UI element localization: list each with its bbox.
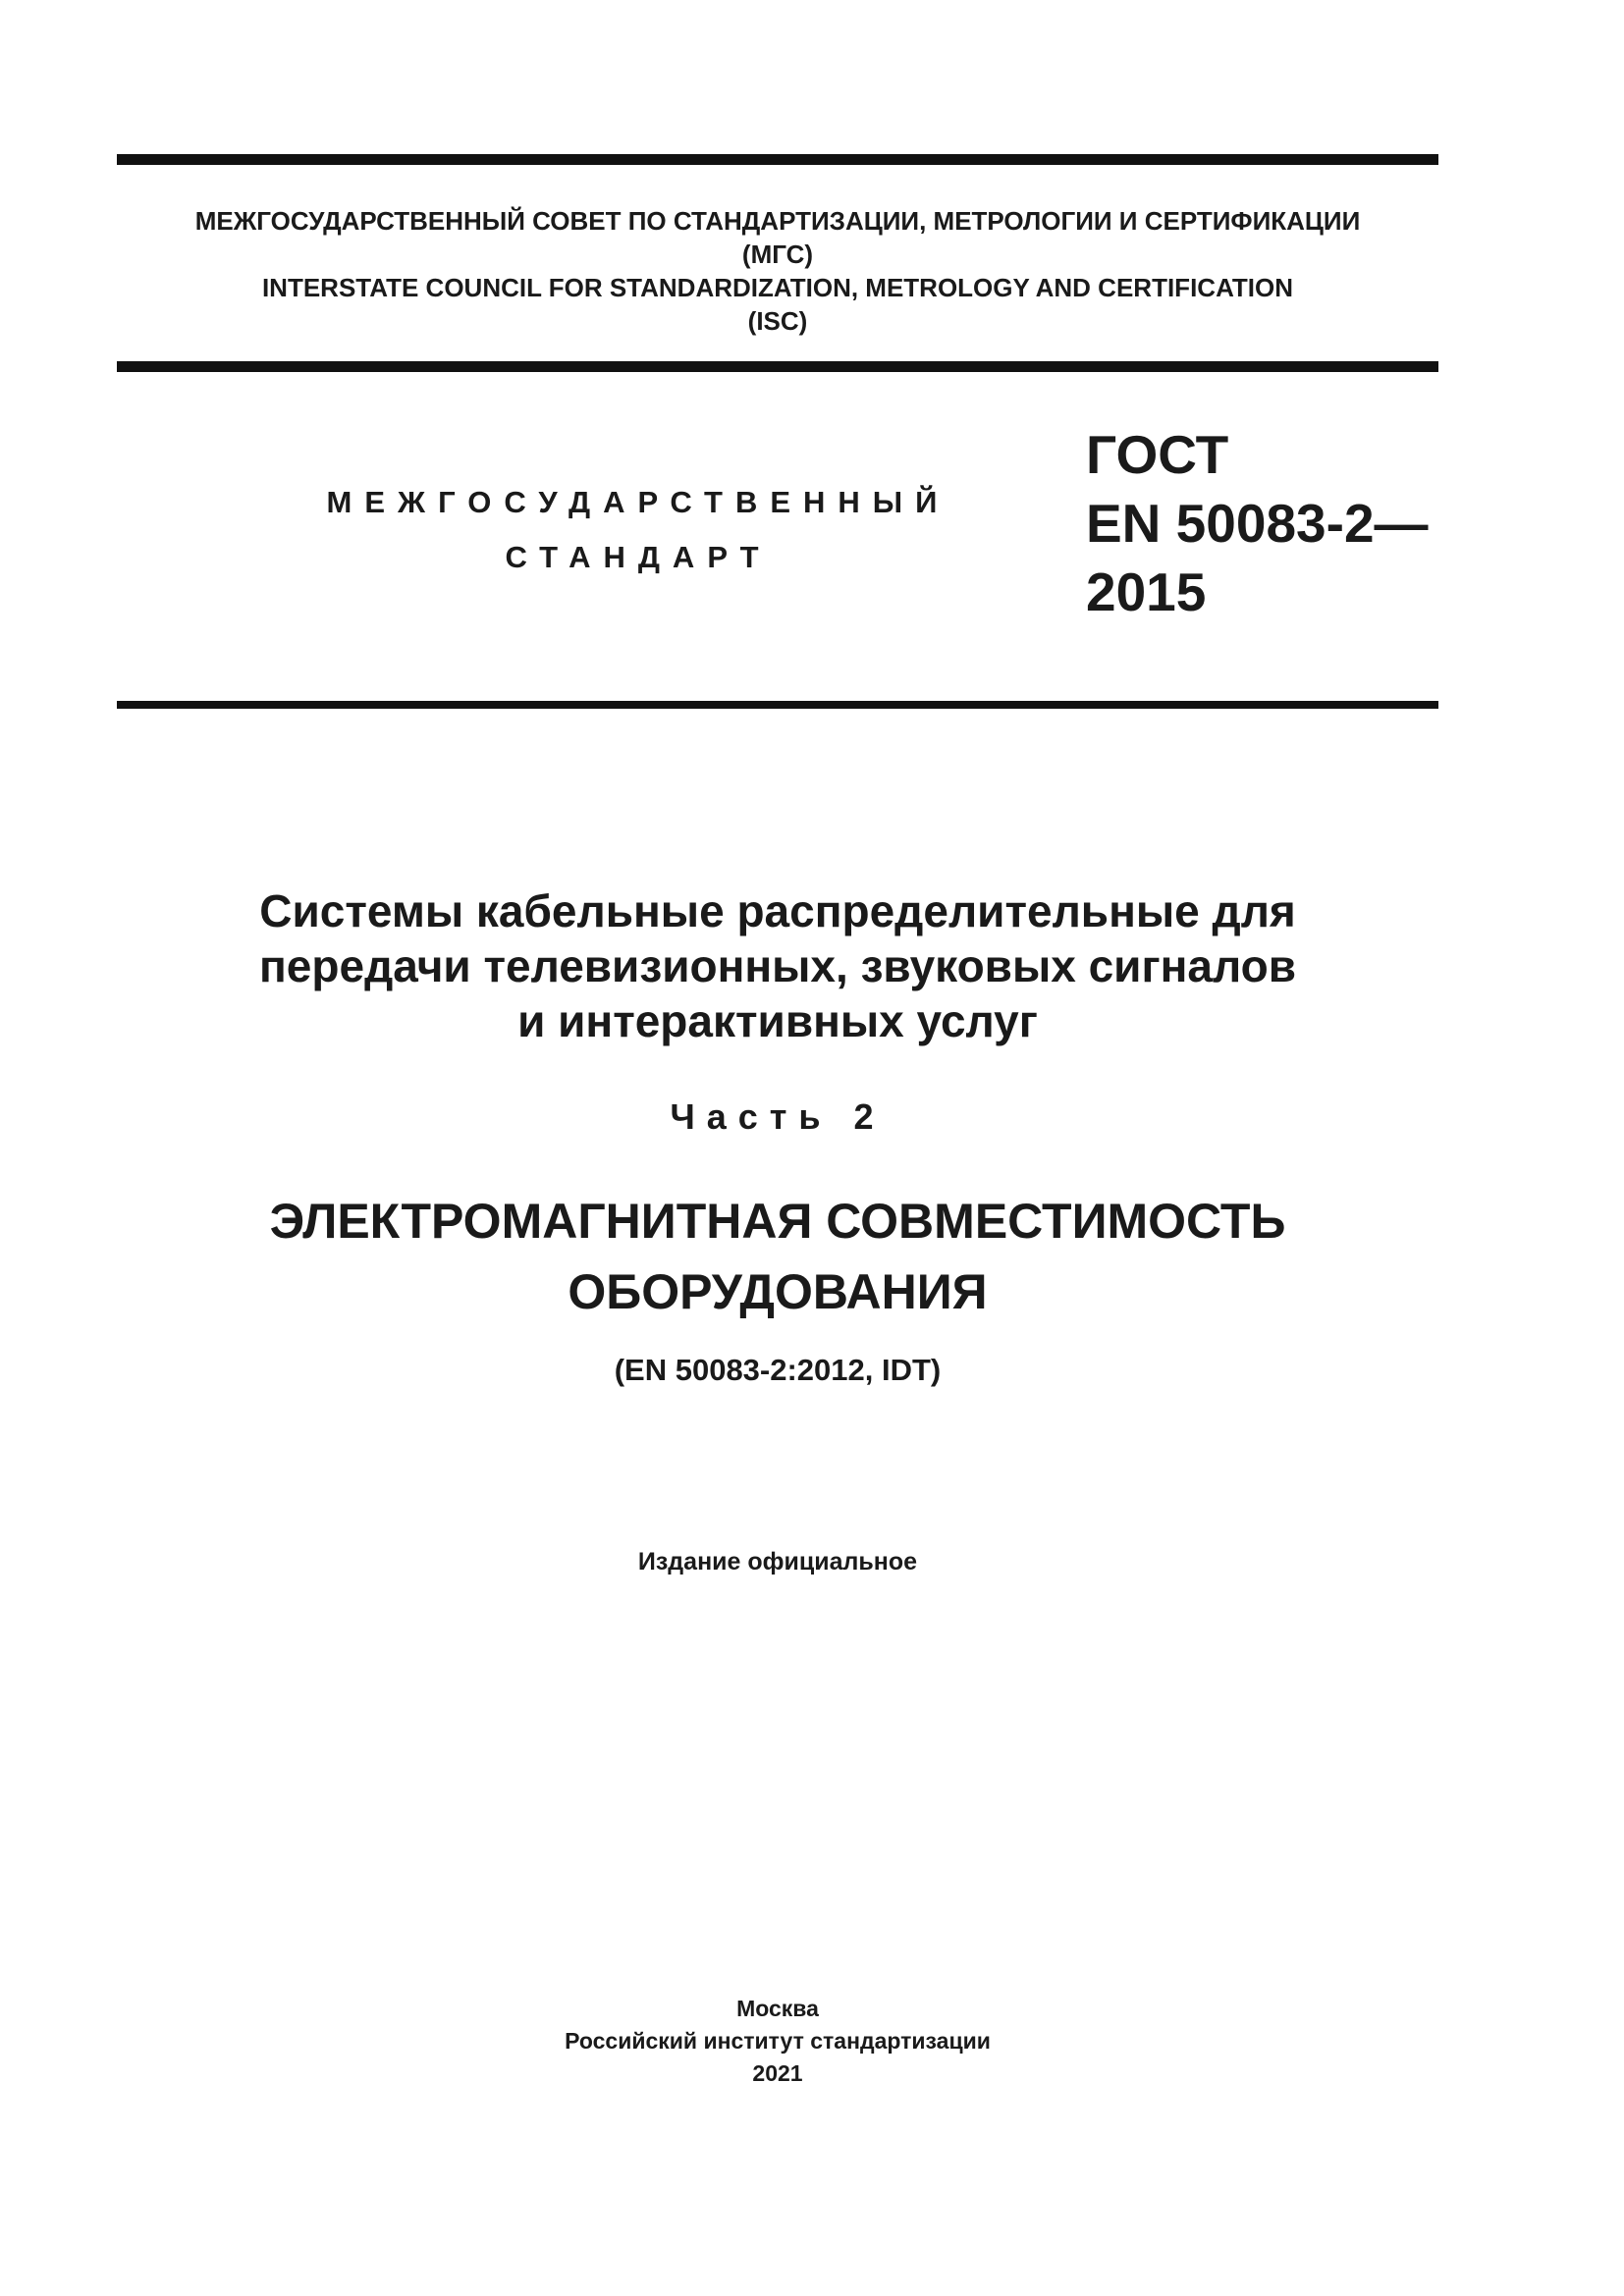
- document-subtitle: [117, 1186, 1438, 1327]
- standard-code-line1: ГОСТ: [1086, 424, 1229, 485]
- imprint-city: Москва: [736, 1996, 819, 2021]
- edition-note: Издание официальное: [637, 1548, 918, 1575]
- part-number: Часть 2: [670, 1096, 886, 1137]
- top-divider: [117, 154, 1438, 165]
- source-reference: (EN 50083-2:2012, IDT): [614, 1353, 942, 1387]
- standard-type-line1: МЕЖГОСУДАРСТВЕННЫЙ: [326, 485, 950, 519]
- council-abbr-en: (ISC): [747, 306, 808, 336]
- title-line1: Системы кабельные распределительные для: [259, 885, 1296, 936]
- council-abbr-ru: (МГС): [741, 240, 814, 269]
- title-line3: и интерактивных услуг: [517, 995, 1038, 1046]
- council-name-en: INTERSTATE COUNCIL FOR STANDARDIZATION, METROLOGY AND CERTIFICATION: [261, 273, 1294, 302]
- standard-code-line2: EN 50083-2—: [1086, 493, 1429, 554]
- standard-code-line3: 2015: [1086, 561, 1207, 622]
- middle-divider: [117, 361, 1438, 372]
- subtitle-line2: ОБОРУДОВАНИЯ: [568, 1264, 988, 1319]
- document-title: [117, 883, 1438, 1048]
- council-header: [117, 204, 1438, 338]
- standard-code: [1086, 420, 1429, 626]
- council-name-ru: МЕЖГОСУДАРСТВЕННЫЙ СОВЕТ ПО СТАНДАРТИЗАЦИИ, МЕТРОЛОГИИ И СЕРТИФИКАЦИИ: [194, 206, 1361, 236]
- imprint-publisher: Российский институт стандартизации: [565, 2028, 991, 2054]
- publisher-imprint: [117, 1993, 1438, 2090]
- bottom-divider: [117, 701, 1438, 709]
- subtitle-line1: ЭЛЕКТРОМАГНИТНАЯ СОВМЕСТИМОСТЬ: [269, 1194, 1286, 1249]
- standard-type-line2: СТАНДАРТ: [505, 540, 772, 574]
- imprint-year: 2021: [752, 2060, 803, 2086]
- title-line2: передачи телевизионных, звуковых сигналов: [259, 940, 1296, 991]
- standard-type-label: [285, 475, 992, 585]
